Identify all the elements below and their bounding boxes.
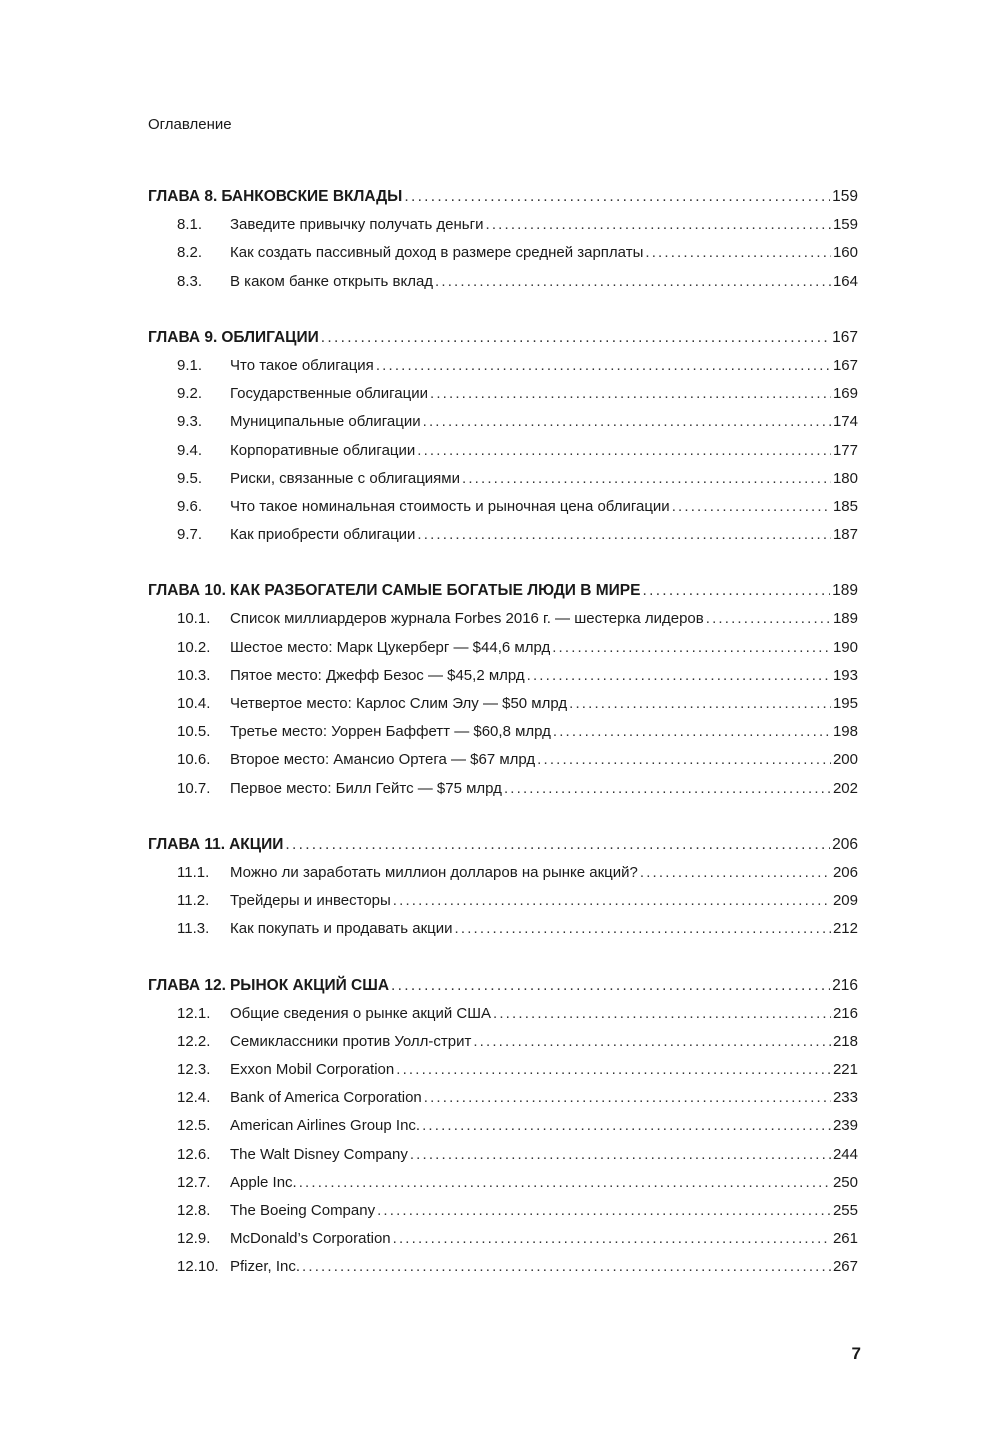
section-title: Третье место: Уоррен Баффетт — $60,8 млрд — [230, 723, 551, 741]
section-page: 190 — [832, 638, 858, 656]
section-number: 10.4. — [177, 695, 211, 712]
section-title: Pfizer, Inc. — [230, 1258, 301, 1276]
chapter-page: 189 — [832, 582, 858, 600]
section-number: 8.3. — [177, 272, 203, 290]
chapter-title: КАК РАЗБОГАТЕЛИ САМЫЕ БОГАТЫЕ ЛЮДИ В МИРЕ — [229, 582, 641, 600]
section-number: 11.1. — [177, 863, 210, 881]
toc-entry[interactable] — [148, 723, 858, 751]
section-page: 167 — [832, 356, 858, 374]
section-page: 159 — [832, 216, 858, 234]
section-number: 12.7. — [177, 1173, 211, 1191]
dot-leader — [404, 188, 830, 206]
dot-leader — [527, 667, 831, 684]
section-page: 202 — [832, 779, 858, 797]
section-page: 239 — [832, 1117, 858, 1135]
section-title: Как покупать и продавать акции — [230, 920, 453, 938]
section-page: 193 — [832, 666, 858, 684]
dot-leader — [302, 1258, 831, 1275]
section-title: Первое место: Билл Гейтс — $75 млрд — [230, 779, 502, 797]
toc-entry[interactable] — [148, 695, 858, 723]
dot-leader — [430, 385, 831, 402]
section-page: 198 — [832, 723, 858, 741]
section-page: 209 — [832, 892, 858, 910]
section-title: Шестое место: Марк Цукерберг — $44,6 млрд — [230, 638, 551, 656]
section-number: 8.2. — [177, 244, 203, 262]
chapter-title: АКЦИИ — [229, 835, 284, 853]
section-page: 177 — [832, 441, 858, 459]
section-page: 174 — [832, 413, 858, 431]
section-page: 160 — [832, 244, 858, 262]
dot-leader — [640, 864, 831, 881]
section-number: 11.3. — [177, 920, 210, 938]
toc-entry[interactable] — [148, 470, 858, 498]
chapter-heading[interactable] — [148, 329, 858, 357]
dot-leader — [285, 836, 830, 854]
section-title: Bank of America Corporation — [230, 1089, 422, 1107]
toc-entry[interactable] — [148, 667, 858, 695]
section-title: The Walt Disney Company — [230, 1145, 408, 1163]
section-page: 261 — [832, 1230, 858, 1248]
section-page: 180 — [832, 469, 858, 487]
section-title: Риски, связанные с облигациями — [230, 469, 460, 487]
section-number: 9.1. — [177, 356, 203, 374]
section-number: 10.6. — [177, 751, 211, 769]
toc-entry[interactable] — [148, 526, 858, 554]
toc-entry[interactable] — [148, 385, 858, 413]
section-number: 9.2. — [177, 385, 203, 403]
toc-entry[interactable] — [148, 920, 858, 948]
toc-entry[interactable] — [148, 1202, 858, 1230]
dot-leader — [396, 1061, 831, 1078]
chapter-label: ГЛАВА 9. — [148, 328, 218, 346]
section-title: Apple Inc. — [230, 1173, 297, 1191]
toc-entry[interactable] — [148, 1033, 858, 1061]
dot-leader — [485, 216, 830, 233]
section-number: 9.3. — [177, 413, 203, 431]
toc-entry[interactable] — [148, 1174, 858, 1202]
toc-entry[interactable] — [148, 864, 858, 892]
dot-leader — [706, 610, 831, 627]
toc-entry[interactable] — [148, 1089, 858, 1117]
dot-leader — [377, 1202, 831, 1219]
toc-entry[interactable] — [148, 216, 858, 244]
section-number: 11.2. — [177, 892, 210, 910]
toc-entry[interactable] — [148, 1117, 858, 1145]
section-title: Как приобрести облигации — [230, 526, 416, 544]
toc-entry[interactable] — [148, 273, 858, 301]
section-page: 250 — [832, 1173, 858, 1191]
section-number: 12.10. — [177, 1258, 219, 1276]
page-number: 7 — [851, 1344, 861, 1363]
dot-leader — [393, 892, 831, 909]
chapter-title: РЫНОК АКЦИЙ США — [229, 976, 390, 994]
section-title: Пятое место: Джефф Безос — $45,2 млрд — [230, 666, 525, 684]
toc-entry[interactable] — [148, 639, 858, 667]
toc-entry[interactable] — [148, 442, 858, 470]
section-title: Что такое облигация — [230, 356, 374, 374]
chapter-title: ОБЛИГАЦИИ — [221, 328, 319, 346]
dot-leader — [645, 244, 831, 261]
dot-leader — [553, 723, 831, 740]
running-head: Оглавление — [148, 116, 232, 133]
chapter-heading[interactable] — [148, 977, 858, 1005]
dot-leader — [462, 470, 831, 487]
section-title: Список миллиардеров журнала Forbes 2016 г. — шестерка лидеров — [230, 610, 704, 628]
dot-leader — [321, 329, 830, 347]
toc-chapter — [148, 582, 858, 808]
chapter-heading[interactable] — [148, 836, 858, 864]
toc-chapter — [148, 329, 858, 555]
chapter-page: 159 — [832, 188, 858, 205]
section-title: The Boeing Company — [230, 1202, 376, 1219]
dot-leader — [393, 1230, 831, 1247]
section-title: American Airlines Group Inc. — [230, 1117, 421, 1135]
section-title: Трейдеры и инвесторы — [230, 892, 391, 910]
section-number: 12.4. — [177, 1089, 211, 1107]
table-of-contents — [148, 188, 858, 1315]
section-page: 218 — [832, 1032, 858, 1050]
section-number: 12.3. — [177, 1061, 211, 1079]
dot-leader — [376, 357, 831, 374]
section-page: 206 — [832, 863, 858, 881]
dot-leader — [424, 1089, 831, 1106]
section-page: 216 — [832, 1004, 858, 1022]
dot-leader — [537, 751, 831, 768]
toc-entry[interactable] — [148, 1005, 858, 1033]
dot-leader — [504, 780, 831, 797]
dot-leader — [410, 1146, 831, 1163]
section-title: Что такое номинальная стоимость и рыночная цена облигации — [230, 497, 670, 515]
toc-entry[interactable] — [148, 892, 858, 920]
dot-leader — [435, 273, 831, 290]
dot-leader — [455, 920, 831, 937]
section-title: Семиклассники против Уолл-стрит — [230, 1032, 472, 1050]
chapter-heading[interactable] — [148, 582, 858, 610]
section-page: 221 — [832, 1061, 858, 1079]
chapter-title: БАНКОВСКИЕ ВКЛАДЫ — [221, 188, 403, 205]
section-title: Заведите привычку получать деньги — [230, 216, 484, 234]
chapter-label: ГЛАВА 12. — [148, 976, 226, 994]
section-number: 10.7. — [177, 779, 211, 797]
toc-entry[interactable] — [148, 1230, 858, 1258]
toc-chapter — [148, 977, 858, 1287]
section-page: 255 — [832, 1202, 858, 1219]
section-title: Государственные облигации — [230, 385, 428, 403]
section-number: 10.1. — [177, 610, 211, 628]
section-number: 10.2. — [177, 638, 211, 656]
section-title: Муниципальные облигации — [230, 413, 421, 431]
toc-entry[interactable] — [148, 1146, 858, 1174]
section-title: Четвертое место: Карлос Слим Элу — $50 млрд — [230, 695, 568, 712]
section-page: 233 — [832, 1089, 858, 1107]
dot-leader — [672, 498, 831, 515]
toc-entry[interactable] — [148, 413, 858, 441]
section-number: 9.6. — [177, 497, 203, 515]
dot-leader — [473, 1033, 831, 1050]
dot-leader — [569, 695, 831, 712]
chapter-label: ГЛАВА 8. — [148, 188, 218, 205]
dot-leader — [493, 1005, 831, 1022]
section-number: 9.7. — [177, 526, 203, 544]
section-number: 9.4. — [177, 441, 203, 459]
section-number: 8.1. — [177, 216, 203, 234]
chapter-page: 216 — [832, 976, 858, 994]
section-number: 12.9. — [177, 1230, 211, 1248]
section-title: Exxon Mobil Corporation — [230, 1061, 395, 1079]
section-page: 212 — [832, 920, 858, 938]
chapter-label: ГЛАВА 11. — [148, 835, 226, 853]
section-page: 189 — [832, 610, 858, 628]
section-page: 187 — [832, 526, 858, 544]
section-title: Второе место: Амансио Ортега — $67 млрд — [230, 751, 536, 769]
toc-chapter — [148, 836, 858, 949]
toc-entry[interactable] — [148, 610, 858, 638]
toc-entry[interactable] — [148, 1061, 858, 1089]
toc-chapter — [148, 188, 858, 301]
section-number: 12.5. — [177, 1117, 211, 1135]
section-number: 12.6. — [177, 1145, 211, 1163]
section-number: 12.2. — [177, 1032, 211, 1050]
section-page: 195 — [832, 695, 858, 712]
toc-entry[interactable] — [148, 244, 858, 272]
section-number: 10.5. — [177, 723, 211, 741]
section-title: Корпоративные облигации — [230, 441, 416, 459]
dot-leader — [552, 639, 831, 656]
section-number: 9.5. — [177, 469, 203, 487]
section-page: 200 — [832, 751, 858, 769]
section-number: 12.1. — [177, 1004, 211, 1022]
section-title: Как создать пассивный доход в размере средней зарплаты — [230, 244, 644, 262]
dot-leader — [299, 1174, 831, 1191]
toc-entry[interactable] — [148, 780, 858, 808]
dot-leader — [391, 977, 830, 995]
section-number: 10.3. — [177, 666, 211, 684]
toc-entry[interactable] — [148, 751, 858, 779]
section-page: 244 — [832, 1145, 858, 1163]
section-title: McDonald’s Corporation — [230, 1230, 391, 1248]
toc-entry[interactable] — [148, 357, 858, 385]
toc-entry[interactable] — [148, 1258, 858, 1286]
dot-leader — [423, 413, 831, 430]
toc-entry[interactable] — [148, 498, 858, 526]
dot-leader — [642, 582, 830, 600]
section-page: 267 — [832, 1258, 858, 1276]
section-page: 185 — [832, 497, 858, 515]
chapter-label: ГЛАВА 10. — [148, 582, 226, 600]
dot-leader — [422, 1117, 831, 1134]
section-title: Общие сведения о рынке акций США — [230, 1004, 492, 1022]
section-page: 169 — [832, 385, 858, 403]
chapter-heading[interactable] — [148, 188, 858, 216]
section-title: Можно ли заработать миллион долларов на рынке акций? — [230, 863, 638, 881]
section-number: 12.8. — [177, 1202, 211, 1219]
dot-leader — [417, 526, 831, 543]
chapter-page: 167 — [832, 328, 858, 346]
section-page: 164 — [832, 272, 858, 290]
dot-leader — [417, 442, 831, 459]
chapter-page: 206 — [832, 835, 858, 853]
section-title: В каком банке открыть вклад — [230, 272, 434, 290]
